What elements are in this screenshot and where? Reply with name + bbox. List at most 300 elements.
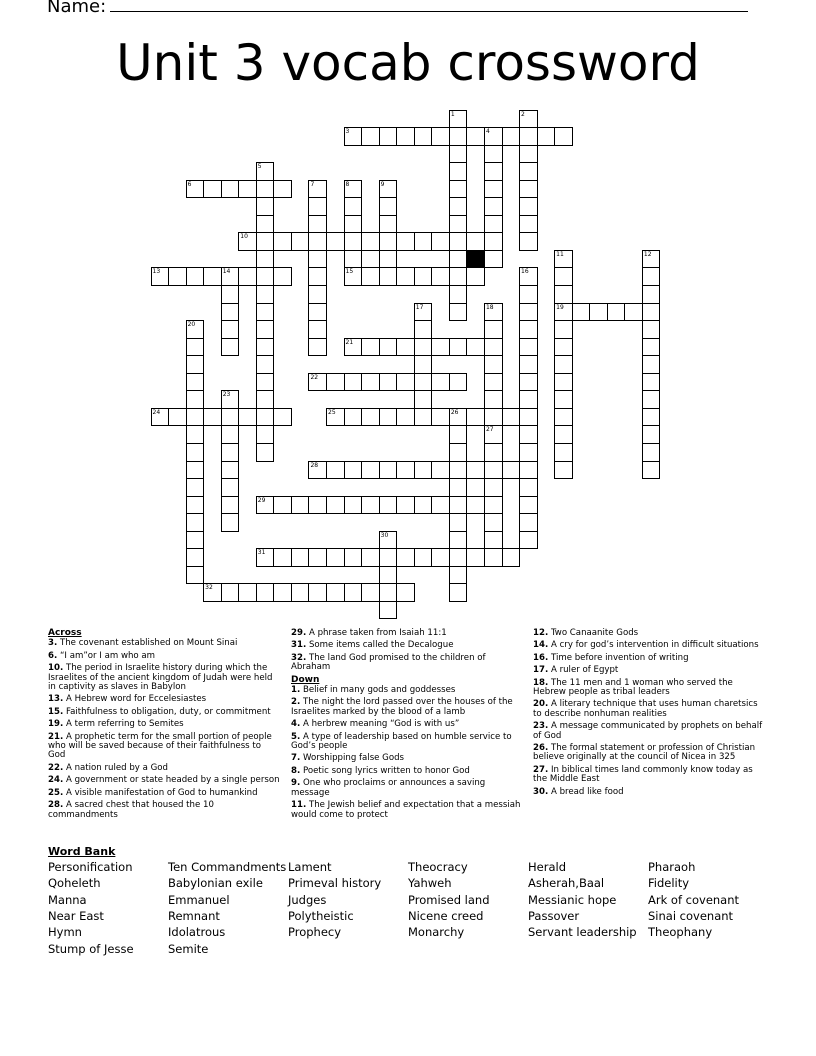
grid-cell[interactable] — [308, 496, 327, 515]
grid-cell[interactable] — [379, 408, 398, 427]
grid-cell[interactable] — [151, 408, 170, 427]
grid-cell[interactable] — [414, 232, 433, 251]
grid-cell[interactable] — [519, 513, 538, 532]
grid-cell[interactable] — [291, 496, 310, 515]
grid-cell[interactable] — [396, 461, 415, 480]
grid-cell[interactable] — [414, 461, 433, 480]
grid-cell[interactable] — [466, 127, 485, 146]
grid-cell[interactable] — [221, 408, 240, 427]
grid-cell[interactable] — [484, 338, 503, 357]
grid-cell[interactable] — [221, 496, 240, 515]
grid-cell[interactable] — [396, 338, 415, 357]
grid-cell[interactable] — [186, 425, 205, 444]
grid-cell[interactable] — [624, 303, 643, 322]
grid-cell[interactable] — [308, 320, 327, 339]
grid-cell[interactable] — [449, 531, 468, 550]
grid-cell[interactable] — [431, 127, 450, 146]
grid-cell[interactable] — [449, 548, 468, 567]
grid-cell[interactable] — [221, 320, 240, 339]
grid-cell[interactable] — [449, 583, 468, 602]
grid-cell[interactable] — [186, 478, 205, 497]
grid-cell[interactable] — [554, 267, 573, 286]
grid-cell[interactable] — [221, 180, 240, 199]
grid-cell[interactable] — [519, 478, 538, 497]
grid-cell[interactable] — [502, 408, 521, 427]
grid-cell[interactable] — [238, 180, 257, 199]
grid-cell[interactable] — [291, 548, 310, 567]
clue-11 — [291, 801, 521, 820]
grid-cell[interactable] — [344, 232, 363, 251]
grid-cell[interactable] — [554, 443, 573, 462]
grid-cell[interactable] — [221, 461, 240, 480]
grid-cell[interactable] — [519, 408, 538, 427]
grid-cell[interactable] — [151, 267, 170, 286]
grid-cell[interactable] — [519, 461, 538, 480]
grid-cell[interactable] — [642, 250, 661, 269]
grid-cell[interactable] — [168, 267, 187, 286]
grid-cell[interactable] — [379, 531, 398, 550]
grid-cell[interactable] — [273, 267, 292, 286]
grid-cell[interactable] — [256, 390, 275, 409]
clue-number: 19. — [48, 719, 64, 730]
grid-cell[interactable] — [396, 127, 415, 146]
grid-cell[interactable] — [449, 478, 468, 497]
word-bank-item: Hymn — [48, 925, 82, 940]
grid-cell[interactable] — [449, 461, 468, 480]
grid-cell[interactable] — [449, 162, 468, 181]
grid-cell[interactable] — [431, 267, 450, 286]
grid-cell[interactable] — [414, 355, 433, 374]
grid-cell[interactable] — [379, 338, 398, 357]
grid-cell[interactable] — [379, 583, 398, 602]
grid-cell[interactable] — [484, 513, 503, 532]
grid-cell[interactable] — [554, 425, 573, 444]
grid-cell[interactable] — [519, 197, 538, 216]
grid-cell[interactable] — [344, 461, 363, 480]
grid-cell[interactable] — [326, 373, 345, 392]
grid-cell[interactable] — [361, 267, 380, 286]
grid-cell[interactable] — [256, 583, 275, 602]
grid-cell[interactable] — [414, 267, 433, 286]
grid-cell[interactable] — [484, 478, 503, 497]
grid-cell[interactable] — [256, 267, 275, 286]
grid-cell[interactable] — [554, 338, 573, 357]
grid-cell[interactable] — [554, 285, 573, 304]
grid-cell[interactable] — [484, 197, 503, 216]
grid-cell[interactable] — [449, 197, 468, 216]
grid-cell[interactable] — [414, 496, 433, 515]
grid-cell[interactable] — [431, 548, 450, 567]
grid-cell[interactable] — [326, 232, 345, 251]
grid-cell[interactable] — [519, 320, 538, 339]
clue-number: 22. — [48, 762, 64, 773]
grid-cell[interactable] — [466, 461, 485, 480]
grid-cell[interactable] — [186, 531, 205, 550]
grid-cell[interactable] — [396, 548, 415, 567]
grid-cell[interactable] — [484, 355, 503, 374]
name-underline[interactable] — [110, 0, 748, 12]
grid-cell[interactable] — [256, 320, 275, 339]
grid-cell[interactable] — [344, 583, 363, 602]
name-field[interactable] — [47, 0, 748, 17]
grid-cell[interactable] — [344, 197, 363, 216]
grid-cell[interactable] — [344, 496, 363, 515]
grid-cell[interactable] — [484, 443, 503, 462]
grid-cell[interactable] — [203, 267, 222, 286]
grid-cell[interactable] — [221, 443, 240, 462]
grid-cell[interactable] — [449, 267, 468, 286]
grid-cell[interactable] — [449, 215, 468, 234]
grid-cell[interactable] — [273, 180, 292, 199]
grid-cell[interactable] — [642, 320, 661, 339]
grid-cell[interactable] — [484, 425, 503, 444]
cell-number: 29 — [257, 496, 266, 504]
grid-cell[interactable] — [519, 425, 538, 444]
grid-cell[interactable] — [221, 303, 240, 322]
grid-cell[interactable] — [256, 355, 275, 374]
grid-cell[interactable] — [256, 408, 275, 427]
grid-cell[interactable] — [256, 548, 275, 567]
grid-cell[interactable] — [308, 215, 327, 234]
grid-cell[interactable] — [238, 408, 257, 427]
grid-cell[interactable] — [642, 373, 661, 392]
grid-cell[interactable] — [326, 583, 345, 602]
grid-cell[interactable] — [256, 373, 275, 392]
grid-cell[interactable] — [256, 180, 275, 199]
grid-cell[interactable] — [484, 461, 503, 480]
grid-cell[interactable] — [186, 180, 205, 199]
grid-cell[interactable] — [554, 390, 573, 409]
grid-cell[interactable] — [308, 267, 327, 286]
grid-cell[interactable] — [186, 390, 205, 409]
grid-cell[interactable] — [414, 127, 433, 146]
grid-cell[interactable] — [344, 267, 363, 286]
grid-cell[interactable] — [449, 232, 468, 251]
grid-cell[interactable] — [466, 232, 485, 251]
grid-cell[interactable] — [256, 162, 275, 181]
grid-cell[interactable] — [379, 197, 398, 216]
grid-cell[interactable] — [466, 338, 485, 357]
grid-cell[interactable] — [273, 232, 292, 251]
grid-cell[interactable] — [308, 180, 327, 199]
grid-cell[interactable] — [484, 408, 503, 427]
grid-cell[interactable] — [396, 408, 415, 427]
grid-cell[interactable] — [396, 583, 415, 602]
grid-cell[interactable] — [344, 548, 363, 567]
grid-cell[interactable] — [238, 583, 257, 602]
grid-cell[interactable] — [502, 127, 521, 146]
clue-number: 28. — [48, 800, 64, 811]
grid-cell[interactable] — [361, 583, 380, 602]
grid-cell[interactable] — [379, 267, 398, 286]
grid-cell[interactable] — [519, 232, 538, 251]
grid-cell[interactable] — [221, 338, 240, 357]
grid-cell[interactable] — [256, 232, 275, 251]
grid-cell[interactable] — [308, 285, 327, 304]
grid-cell[interactable] — [449, 513, 468, 532]
grid-cell[interactable] — [519, 180, 538, 199]
clue-number: 13. — [48, 694, 64, 705]
grid-cell[interactable] — [642, 425, 661, 444]
grid-cell[interactable] — [379, 566, 398, 585]
grid-cell[interactable] — [361, 408, 380, 427]
grid-cell[interactable] — [379, 496, 398, 515]
grid-cell[interactable] — [449, 373, 468, 392]
grid-cell[interactable] — [554, 461, 573, 480]
grid-cell[interactable] — [186, 548, 205, 567]
grid-cell[interactable] — [484, 215, 503, 234]
grid-cell[interactable] — [344, 250, 363, 269]
grid-cell[interactable] — [221, 583, 240, 602]
grid-cell[interactable] — [308, 303, 327, 322]
grid-cell[interactable] — [326, 461, 345, 480]
grid-cell[interactable] — [484, 373, 503, 392]
grid-cell[interactable] — [519, 267, 538, 286]
grid-cell[interactable] — [186, 566, 205, 585]
grid-cell[interactable] — [256, 425, 275, 444]
grid-cell[interactable] — [186, 513, 205, 532]
grid-cell[interactable] — [466, 496, 485, 515]
grid-cell[interactable] — [203, 408, 222, 427]
grid-cell[interactable] — [449, 338, 468, 357]
grid-cell[interactable] — [379, 373, 398, 392]
grid-cell[interactable] — [326, 496, 345, 515]
grid-cell[interactable] — [414, 408, 433, 427]
grid-cell[interactable] — [256, 443, 275, 462]
grid-cell[interactable] — [414, 390, 433, 409]
cell-number: 23 — [222, 391, 231, 399]
grid-cell[interactable] — [519, 162, 538, 181]
grid-cell[interactable] — [238, 267, 257, 286]
grid-cell[interactable] — [449, 408, 468, 427]
grid-cell[interactable] — [431, 373, 450, 392]
grid-cell[interactable] — [554, 250, 573, 269]
grid-cell[interactable] — [554, 127, 573, 146]
grid-cell[interactable] — [238, 232, 257, 251]
grid-cell[interactable] — [519, 373, 538, 392]
grid-cell[interactable] — [431, 338, 450, 357]
grid-cell[interactable] — [256, 197, 275, 216]
grid-cell[interactable] — [221, 478, 240, 497]
grid-cell[interactable] — [186, 408, 205, 427]
grid-cell[interactable] — [519, 215, 538, 234]
grid-cell[interactable] — [502, 548, 521, 567]
grid-cell[interactable] — [519, 145, 538, 164]
grid-cell[interactable] — [379, 601, 398, 620]
grid-cell[interactable] — [414, 373, 433, 392]
grid-cell[interactable] — [554, 320, 573, 339]
grid-cell[interactable] — [291, 232, 310, 251]
grid-cell[interactable] — [607, 303, 626, 322]
cell-number: 27 — [485, 426, 494, 434]
grid-cell[interactable] — [379, 215, 398, 234]
grid-cell[interactable] — [642, 338, 661, 357]
grid-cell[interactable] — [186, 267, 205, 286]
grid-cell[interactable] — [273, 548, 292, 567]
grid-cell[interactable] — [414, 320, 433, 339]
grid-cell[interactable] — [221, 390, 240, 409]
grid-cell[interactable] — [186, 373, 205, 392]
grid-cell[interactable] — [484, 390, 503, 409]
grid-cell[interactable] — [572, 303, 591, 322]
grid-cell[interactable] — [186, 338, 205, 357]
grid-cell[interactable] — [449, 443, 468, 462]
grid-cell[interactable] — [554, 373, 573, 392]
grid-cell[interactable] — [256, 285, 275, 304]
grid-cell[interactable] — [308, 232, 327, 251]
grid-cell[interactable] — [168, 408, 187, 427]
grid-cell[interactable] — [186, 461, 205, 480]
grid-cell[interactable] — [256, 215, 275, 234]
grid-cell[interactable] — [326, 548, 345, 567]
word-bank-item: Idolatrous — [168, 925, 226, 940]
clue-text: The 11 men and 1 woman who served the Hebrew people as tribal leaders — [533, 677, 733, 698]
grid-cell[interactable] — [519, 390, 538, 409]
grid-cell[interactable] — [361, 373, 380, 392]
grid-cell[interactable] — [431, 408, 450, 427]
grid-cell[interactable] — [396, 267, 415, 286]
grid-cell[interactable] — [589, 303, 608, 322]
grid-cell[interactable] — [379, 180, 398, 199]
grid-cell[interactable] — [379, 461, 398, 480]
grid-cell[interactable] — [466, 408, 485, 427]
grid-cell[interactable] — [519, 285, 538, 304]
grid-cell[interactable] — [484, 127, 503, 146]
grid-cell[interactable] — [449, 145, 468, 164]
grid-cell[interactable] — [449, 425, 468, 444]
grid-cell[interactable] — [186, 355, 205, 374]
grid-cell[interactable] — [484, 496, 503, 515]
grid-cell[interactable] — [466, 548, 485, 567]
grid-cell[interactable] — [396, 373, 415, 392]
grid-cell[interactable] — [344, 215, 363, 234]
grid-cell[interactable] — [344, 408, 363, 427]
grid-cell[interactable] — [396, 496, 415, 515]
grid-cell[interactable] — [449, 110, 468, 129]
grid-cell[interactable] — [519, 355, 538, 374]
grid-cell[interactable] — [642, 390, 661, 409]
grid-cell[interactable] — [221, 285, 240, 304]
grid-cell[interactable] — [344, 127, 363, 146]
grid-cell[interactable] — [414, 548, 433, 567]
grid-cell[interactable] — [361, 496, 380, 515]
grid-cell[interactable] — [361, 461, 380, 480]
grid-cell[interactable] — [344, 180, 363, 199]
grid-cell[interactable] — [449, 285, 468, 304]
grid-cell[interactable] — [186, 320, 205, 339]
grid-cell[interactable] — [431, 461, 450, 480]
grid-cell[interactable] — [449, 566, 468, 585]
grid-cell[interactable] — [431, 232, 450, 251]
grid-cell[interactable] — [203, 583, 222, 602]
grid-cell[interactable] — [361, 338, 380, 357]
grid-cell[interactable] — [537, 127, 556, 146]
grid-cell[interactable] — [308, 583, 327, 602]
grid-cell[interactable] — [554, 355, 573, 374]
grid-cell[interactable] — [449, 496, 468, 515]
grid-cell[interactable] — [308, 373, 327, 392]
grid-cell[interactable] — [449, 180, 468, 199]
grid-cell[interactable] — [519, 531, 538, 550]
grid-cell[interactable] — [361, 127, 380, 146]
grid-cell[interactable] — [519, 443, 538, 462]
grid-cell[interactable] — [273, 408, 292, 427]
grid-cell[interactable] — [308, 461, 327, 480]
grid-cell[interactable] — [519, 496, 538, 515]
grid-cell[interactable] — [344, 373, 363, 392]
grid-cell[interactable] — [642, 267, 661, 286]
grid-cell[interactable] — [484, 162, 503, 181]
grid-cell[interactable] — [484, 232, 503, 251]
grid-cell[interactable] — [308, 338, 327, 357]
grid-cell[interactable] — [361, 232, 380, 251]
grid-cell[interactable] — [484, 303, 503, 322]
grid-cell[interactable] — [291, 583, 310, 602]
grid-cell[interactable] — [554, 408, 573, 427]
grid-cell[interactable] — [642, 461, 661, 480]
grid-cell[interactable] — [221, 513, 240, 532]
grid-cell[interactable] — [308, 548, 327, 567]
grid-cell[interactable] — [379, 548, 398, 567]
grid-cell[interactable] — [256, 496, 275, 515]
grid-cell[interactable] — [414, 303, 433, 322]
grid-cell[interactable] — [519, 127, 538, 146]
grid-cell[interactable] — [221, 425, 240, 444]
grid-cell[interactable] — [221, 267, 240, 286]
grid-cell[interactable] — [449, 127, 468, 146]
grid-cell[interactable] — [642, 408, 661, 427]
grid-cell[interactable] — [186, 496, 205, 515]
grid-cell[interactable] — [344, 338, 363, 357]
grid-cell[interactable] — [379, 232, 398, 251]
grid-cell[interactable] — [431, 496, 450, 515]
grid-cell[interactable] — [554, 303, 573, 322]
grid-cell[interactable] — [203, 180, 222, 199]
grid-cell[interactable] — [326, 408, 345, 427]
grid-cell[interactable] — [484, 250, 503, 269]
grid-cell[interactable] — [519, 338, 538, 357]
grid-cell[interactable] — [379, 127, 398, 146]
grid-cell[interactable] — [642, 443, 661, 462]
grid-cell[interactable] — [308, 197, 327, 216]
grid-cell[interactable] — [449, 250, 468, 269]
grid-cell[interactable] — [642, 355, 661, 374]
grid-cell[interactable] — [256, 303, 275, 322]
grid-cell[interactable] — [484, 548, 503, 567]
grid-cell[interactable] — [502, 461, 521, 480]
grid-cell[interactable] — [379, 250, 398, 269]
grid-cell[interactable] — [519, 110, 538, 129]
grid-cell[interactable] — [273, 496, 292, 515]
grid-cell[interactable] — [256, 338, 275, 357]
grid-cell[interactable] — [642, 285, 661, 304]
grid-cell[interactable] — [519, 303, 538, 322]
grid-cell[interactable] — [449, 303, 468, 322]
grid-cell[interactable] — [484, 145, 503, 164]
grid-cell[interactable] — [484, 180, 503, 199]
grid-cell[interactable] — [642, 303, 661, 322]
grid-cell[interactable] — [186, 443, 205, 462]
grid-cell[interactable] — [361, 548, 380, 567]
grid-cell[interactable] — [484, 531, 503, 550]
grid-cell[interactable] — [414, 338, 433, 357]
grid-cell[interactable] — [273, 583, 292, 602]
grid-cell[interactable] — [308, 250, 327, 269]
grid-cell[interactable] — [466, 267, 485, 286]
grid-cell[interactable] — [484, 320, 503, 339]
grid-cell[interactable] — [396, 232, 415, 251]
grid-cell[interactable] — [256, 250, 275, 269]
